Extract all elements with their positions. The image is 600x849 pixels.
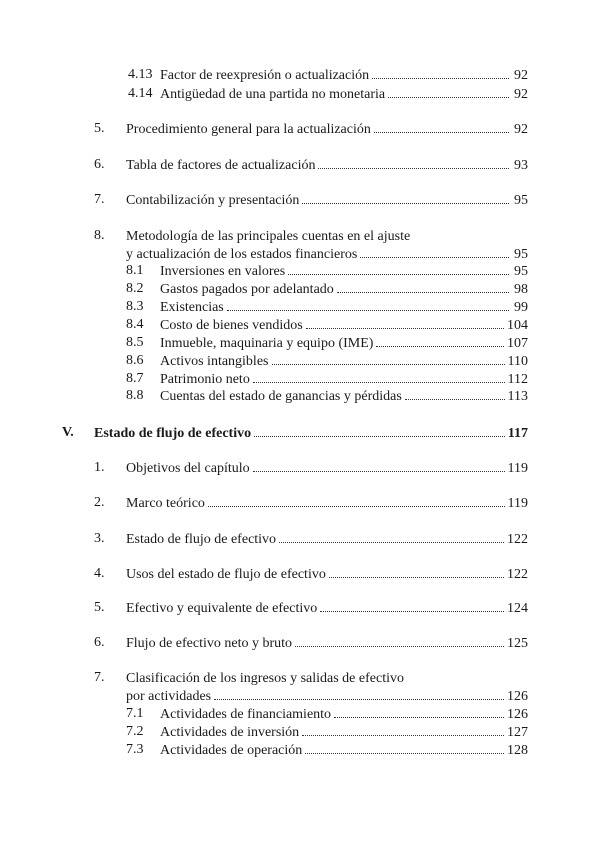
entry-number: 6. bbox=[94, 157, 105, 172]
entry-title: Factor de reexpresión o actualización bbox=[160, 68, 370, 83]
toc-entry-4-13[interactable] bbox=[160, 67, 528, 85]
entry-title: Gastos pagados por adelantado bbox=[160, 282, 334, 297]
entry-page: 95 bbox=[514, 264, 528, 279]
chapter-page: 117 bbox=[507, 426, 528, 441]
toc-entry-v-7[interactable] bbox=[126, 688, 528, 706]
entry-title: Activos intangibles bbox=[160, 354, 269, 369]
dot-leader bbox=[208, 506, 505, 507]
dot-leader bbox=[320, 611, 504, 612]
entry-title-line2: por actividades bbox=[126, 689, 212, 704]
entry-title: Existencias bbox=[160, 300, 224, 315]
toc-entry-8-4[interactable] bbox=[160, 317, 528, 335]
toc-entry-8-3[interactable] bbox=[160, 299, 528, 317]
entry-title: Costo de bienes vendidos bbox=[160, 318, 303, 333]
entry-title: Efectivo y equivalente de efectivo bbox=[126, 601, 318, 616]
entry-title-line1: Clasificación de los ingresos y salidas de efectivo bbox=[126, 671, 404, 686]
entry-page: 126 bbox=[507, 689, 528, 704]
chapter-number: V. bbox=[62, 425, 74, 440]
entry-title: Actividades de inversión bbox=[160, 725, 300, 740]
toc-entry-7[interactable] bbox=[126, 192, 528, 210]
entry-page: 110 bbox=[507, 354, 528, 369]
dot-leader bbox=[388, 97, 509, 98]
dot-leader bbox=[272, 364, 505, 365]
toc-entry-8-7[interactable] bbox=[160, 371, 528, 389]
toc-entry-8-1[interactable] bbox=[160, 263, 528, 281]
dot-leader bbox=[305, 753, 504, 754]
dot-leader bbox=[334, 717, 504, 718]
entry-title-line1: Metodología de las principales cuentas en el ajuste bbox=[126, 229, 411, 244]
entry-number: 8.1 bbox=[126, 263, 144, 278]
entry-title: Tabla de factores de actualización bbox=[126, 158, 316, 173]
dot-leader bbox=[306, 328, 504, 329]
entry-page: 125 bbox=[507, 636, 528, 651]
entry-number: 8.2 bbox=[126, 281, 144, 296]
toc-entry-4-14[interactable] bbox=[160, 86, 528, 104]
entry-page: 113 bbox=[507, 389, 528, 404]
dot-leader bbox=[360, 257, 509, 258]
entry-number: 8.8 bbox=[126, 388, 144, 403]
dot-leader bbox=[279, 542, 504, 543]
entry-number: 7.2 bbox=[126, 724, 144, 739]
entry-page: 122 bbox=[507, 567, 528, 582]
dot-leader bbox=[302, 735, 504, 736]
entry-title: Actividades de financiamiento bbox=[160, 707, 332, 722]
dot-leader bbox=[302, 203, 509, 204]
entry-number: 7.1 bbox=[126, 706, 144, 721]
dot-leader bbox=[253, 471, 505, 472]
entry-title: Usos del estado de flujo de efectivo bbox=[126, 567, 326, 582]
toc-entry-v-1[interactable] bbox=[126, 460, 528, 478]
entry-page: 127 bbox=[507, 725, 528, 740]
entry-page: 92 bbox=[514, 122, 528, 137]
entry-number: 1. bbox=[94, 460, 105, 475]
entry-page: 126 bbox=[507, 707, 528, 722]
entry-page: 119 bbox=[507, 461, 528, 476]
entry-title: Estado de flujo de efectivo bbox=[126, 532, 277, 547]
toc-entry-v-7-2[interactable] bbox=[160, 724, 528, 742]
entry-number: 7. bbox=[94, 192, 105, 207]
entry-title: Inmueble, maquinaria y equipo (IME) bbox=[160, 336, 374, 351]
dot-leader bbox=[329, 577, 504, 578]
toc-entry-6[interactable] bbox=[126, 157, 528, 175]
toc-entry-5[interactable] bbox=[126, 121, 528, 139]
entry-page: 119 bbox=[507, 496, 528, 511]
entry-title: Actividades de operación bbox=[160, 743, 303, 758]
toc-entry-8-2[interactable] bbox=[160, 281, 528, 299]
toc-entry-v-4[interactable] bbox=[126, 566, 528, 584]
entry-title: Procedimiento general para la actualización bbox=[126, 122, 371, 137]
dot-leader bbox=[295, 646, 504, 647]
entry-page: 122 bbox=[507, 532, 528, 547]
entry-title: Contabilización y presentación bbox=[126, 193, 300, 208]
dot-leader bbox=[288, 274, 509, 275]
dot-leader bbox=[337, 292, 509, 293]
entry-page: 95 bbox=[514, 247, 528, 262]
entry-page: 98 bbox=[514, 282, 528, 297]
entry-page: 128 bbox=[507, 743, 528, 758]
entry-number: 8.4 bbox=[126, 317, 144, 332]
entry-title: Flujo de efectivo neto y bruto bbox=[126, 636, 293, 651]
entry-number: 8. bbox=[94, 228, 105, 243]
toc-entry-v-5[interactable] bbox=[126, 600, 528, 618]
entry-number: 4.14 bbox=[128, 86, 153, 101]
entry-number: 8.3 bbox=[126, 299, 144, 314]
entry-title: Cuentas del estado de ganancias y pérdidas bbox=[160, 389, 402, 404]
entry-number: 5. bbox=[94, 600, 105, 615]
entry-number: 6. bbox=[94, 635, 105, 650]
toc-entry-v-2[interactable] bbox=[126, 495, 528, 513]
entry-title-line2: y actualización de los estados financieros bbox=[126, 247, 358, 262]
toc-entry-v-3[interactable] bbox=[126, 531, 528, 549]
entry-number: 7.3 bbox=[126, 742, 144, 757]
toc-entry-v-6[interactable] bbox=[126, 635, 528, 653]
entry-page: 93 bbox=[514, 158, 528, 173]
dot-leader bbox=[318, 168, 509, 169]
toc-entry-8[interactable] bbox=[126, 246, 528, 264]
entry-number: 2. bbox=[94, 495, 105, 510]
entry-title: Marco teórico bbox=[126, 496, 205, 511]
toc-entry-8-6[interactable] bbox=[160, 353, 528, 371]
dot-leader bbox=[254, 436, 505, 437]
entry-page: 92 bbox=[514, 68, 528, 83]
entry-number: 8.5 bbox=[126, 335, 144, 350]
entry-number: 3. bbox=[94, 531, 105, 546]
dot-leader bbox=[374, 132, 509, 133]
dot-leader bbox=[253, 382, 505, 383]
entry-page: 95 bbox=[514, 193, 528, 208]
entry-title: Inversiones en valores bbox=[160, 264, 286, 279]
toc-chapter-v[interactable] bbox=[94, 425, 528, 443]
dot-leader bbox=[227, 310, 509, 311]
dot-leader bbox=[405, 399, 505, 400]
entry-number: 4. bbox=[94, 566, 105, 581]
entry-page: 124 bbox=[507, 601, 528, 616]
entry-page: 104 bbox=[507, 318, 528, 333]
entry-number: 7. bbox=[94, 670, 105, 685]
entry-number: 8.7 bbox=[126, 371, 144, 386]
entry-number: 8.6 bbox=[126, 353, 144, 368]
dot-leader bbox=[214, 699, 504, 700]
dot-leader bbox=[372, 78, 509, 79]
entry-page: 112 bbox=[507, 372, 528, 387]
dot-leader bbox=[376, 346, 504, 347]
toc-entry-8-5[interactable] bbox=[160, 335, 528, 353]
entry-number: 4.13 bbox=[128, 67, 153, 82]
entry-page: 107 bbox=[507, 336, 528, 351]
toc-entry-v-7-3[interactable] bbox=[160, 742, 528, 760]
entry-number: 5. bbox=[94, 121, 105, 136]
entry-title: Objetivos del capítulo bbox=[126, 461, 250, 476]
entry-page: 92 bbox=[514, 87, 528, 102]
entry-title: Patrimonio neto bbox=[160, 372, 250, 387]
entry-page: 99 bbox=[514, 300, 528, 315]
chapter-title: Estado de flujo de efectivo bbox=[94, 426, 252, 441]
toc-entry-8-8[interactable] bbox=[160, 388, 528, 406]
toc-entry-v-7-1[interactable] bbox=[160, 706, 528, 724]
entry-title: Antigüedad de una partida no monetaria bbox=[160, 87, 386, 102]
